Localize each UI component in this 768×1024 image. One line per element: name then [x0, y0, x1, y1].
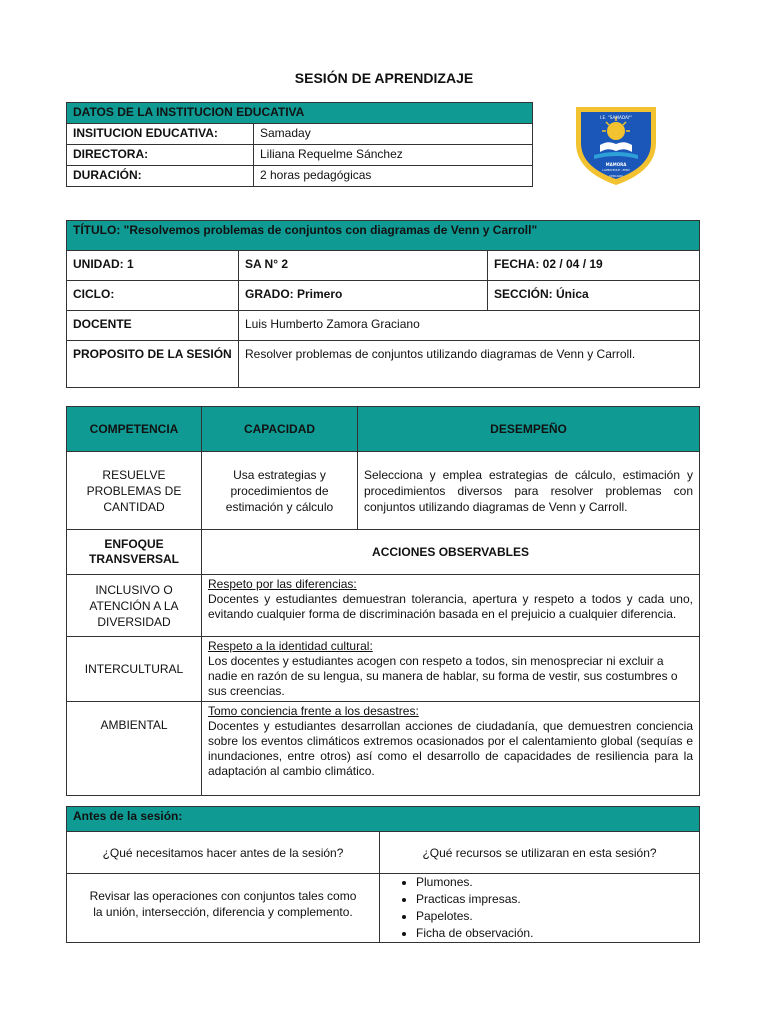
ciclo: CICLO: — [67, 281, 239, 311]
resources-cell — [380, 874, 700, 943]
institution-value: Samaday — [254, 124, 533, 145]
enfoque-acciones — [202, 702, 700, 796]
institution-header: DATOS DE LA INSTITUCION EDUCATIVA — [67, 103, 533, 124]
enfoque-name: INCLUSIVO O ATENCIÓN A LA DIVERSIDAD — [67, 575, 202, 637]
antes-question-2: ¿Qué recursos se utilizaran en esta sesión? — [380, 832, 700, 874]
sa-number: SA N° 2 — [239, 251, 488, 281]
competencia-value: RESUELVE PROBLEMAS DE CANTIDAD — [67, 452, 202, 530]
list-item: • Papelotes. — [416, 908, 693, 924]
logo-middle-text: MAMORA — [605, 162, 627, 167]
header-competencia: COMPETENCIA — [67, 407, 202, 452]
enfoque-acciones — [202, 575, 700, 637]
antes-table — [66, 806, 700, 943]
unidad: UNIDAD: 1 — [67, 251, 239, 281]
institution-table — [66, 102, 533, 187]
enfoque-acciones — [202, 637, 700, 702]
enfoque-name: AMBIENTAL — [67, 702, 202, 796]
capacidad-value: Usa estrategias y procedimientos de estimación y cálculo — [202, 452, 358, 530]
grado: GRADO: Primero — [239, 281, 488, 311]
enfoque-text: Docentes y estudiantes desarrollan acciones de ciudadanía, que demuestren conciencia sobre los eventos climáticos extremos ocasionados por el calentamiento global (sequías e inundaciones, entre otros) así como el desarrollo de capacidades de resiliencia para la adaptación al cambio climático. — [208, 719, 693, 778]
list-item: • Ficha de observación. — [416, 925, 693, 941]
proposito-label: PROPOSITO DE LA SESIÓN — [67, 341, 239, 388]
duration-value: 2 horas pedagógicas — [254, 166, 533, 187]
antes-answer-1: Revisar las operaciones con conjuntos tales como la unión, intersección, diferencia y complemento. — [67, 874, 380, 943]
competencias-table — [66, 406, 700, 796]
header-capacidad: CAPACIDAD — [202, 407, 358, 452]
school-logo — [570, 97, 662, 189]
director-label: DIRECTORA: — [67, 145, 254, 166]
docente-label: DOCENTE — [67, 311, 239, 341]
sun-icon — [607, 122, 625, 140]
list-item: • Practicas impresas. — [416, 891, 693, 907]
logo-top-text: I.E. "SAMADAY" — [599, 115, 633, 120]
logo-bottom-text: CERCANO — [609, 174, 623, 178]
enfoque-subtitle: Respeto por las diferencias: — [208, 577, 357, 591]
antes-question-1: ¿Qué necesitamos hacer antes de la sesión? — [67, 832, 380, 874]
enfoque-text: Los docentes y estudiantes acogen con respeto a todos, sin menospreciar ni excluir a nadie en razón de su lengua, su manera de hablar, su forma de vestir, sus costumbres o sus creencias. — [208, 654, 678, 698]
page-title: SESIÓN DE APRENDIZAJE — [294, 70, 474, 86]
header-desempeno: DESEMPEÑO — [358, 407, 700, 452]
session-title: TÍTULO: "Resolvemos problemas de conjuntos con diagramas de Venn y Carroll" — [67, 221, 700, 251]
proposito-value: Resolver problemas de conjuntos utilizando diagramas de Venn y Carroll. — [239, 341, 700, 388]
list-item: • Plumones. — [416, 874, 693, 890]
acciones-header: ACCIONES OBSERVABLES — [202, 530, 700, 575]
institution-label: INSITUCION EDUCATIVA: — [67, 124, 254, 145]
enfoque-text: Docentes y estudiantes demuestran tolerancia, apertura y respeto a todos y cada uno, evitando cualquier forma de discriminación basada en el prejuicio a cualquier diferencia. — [208, 592, 693, 621]
antes-header: Antes de la sesión: — [67, 807, 700, 832]
enfoque-subtitle: Tomo conciencia frente a los desastres: — [208, 704, 419, 718]
logo-small-text: LAMBAYEQUE - PERÚ — [602, 169, 630, 172]
desempeno-value: Selecciona y emplea estrategias de cálculo, estimación y procedimientos diversos para resolver problemas con conjuntos utilizando diagramas de Venn y Carroll. — [358, 452, 700, 530]
enfoque-name: INTERCULTURAL — [67, 637, 202, 702]
duration-label: DURACIÓN: — [67, 166, 254, 187]
seccion: SECCIÓN: Única — [488, 281, 700, 311]
docente-value: Luis Humberto Zamora Graciano — [239, 311, 700, 341]
resources-list — [386, 874, 693, 941]
session-table — [66, 220, 700, 388]
director-value: Liliana Requelme Sánchez — [254, 145, 533, 166]
enfoque-header: ENFOQUE TRANSVERSAL — [67, 530, 202, 575]
fecha: FECHA: 02 / 04 / 19 — [488, 251, 700, 281]
enfoque-subtitle: Respeto a la identidad cultural: — [208, 639, 373, 653]
